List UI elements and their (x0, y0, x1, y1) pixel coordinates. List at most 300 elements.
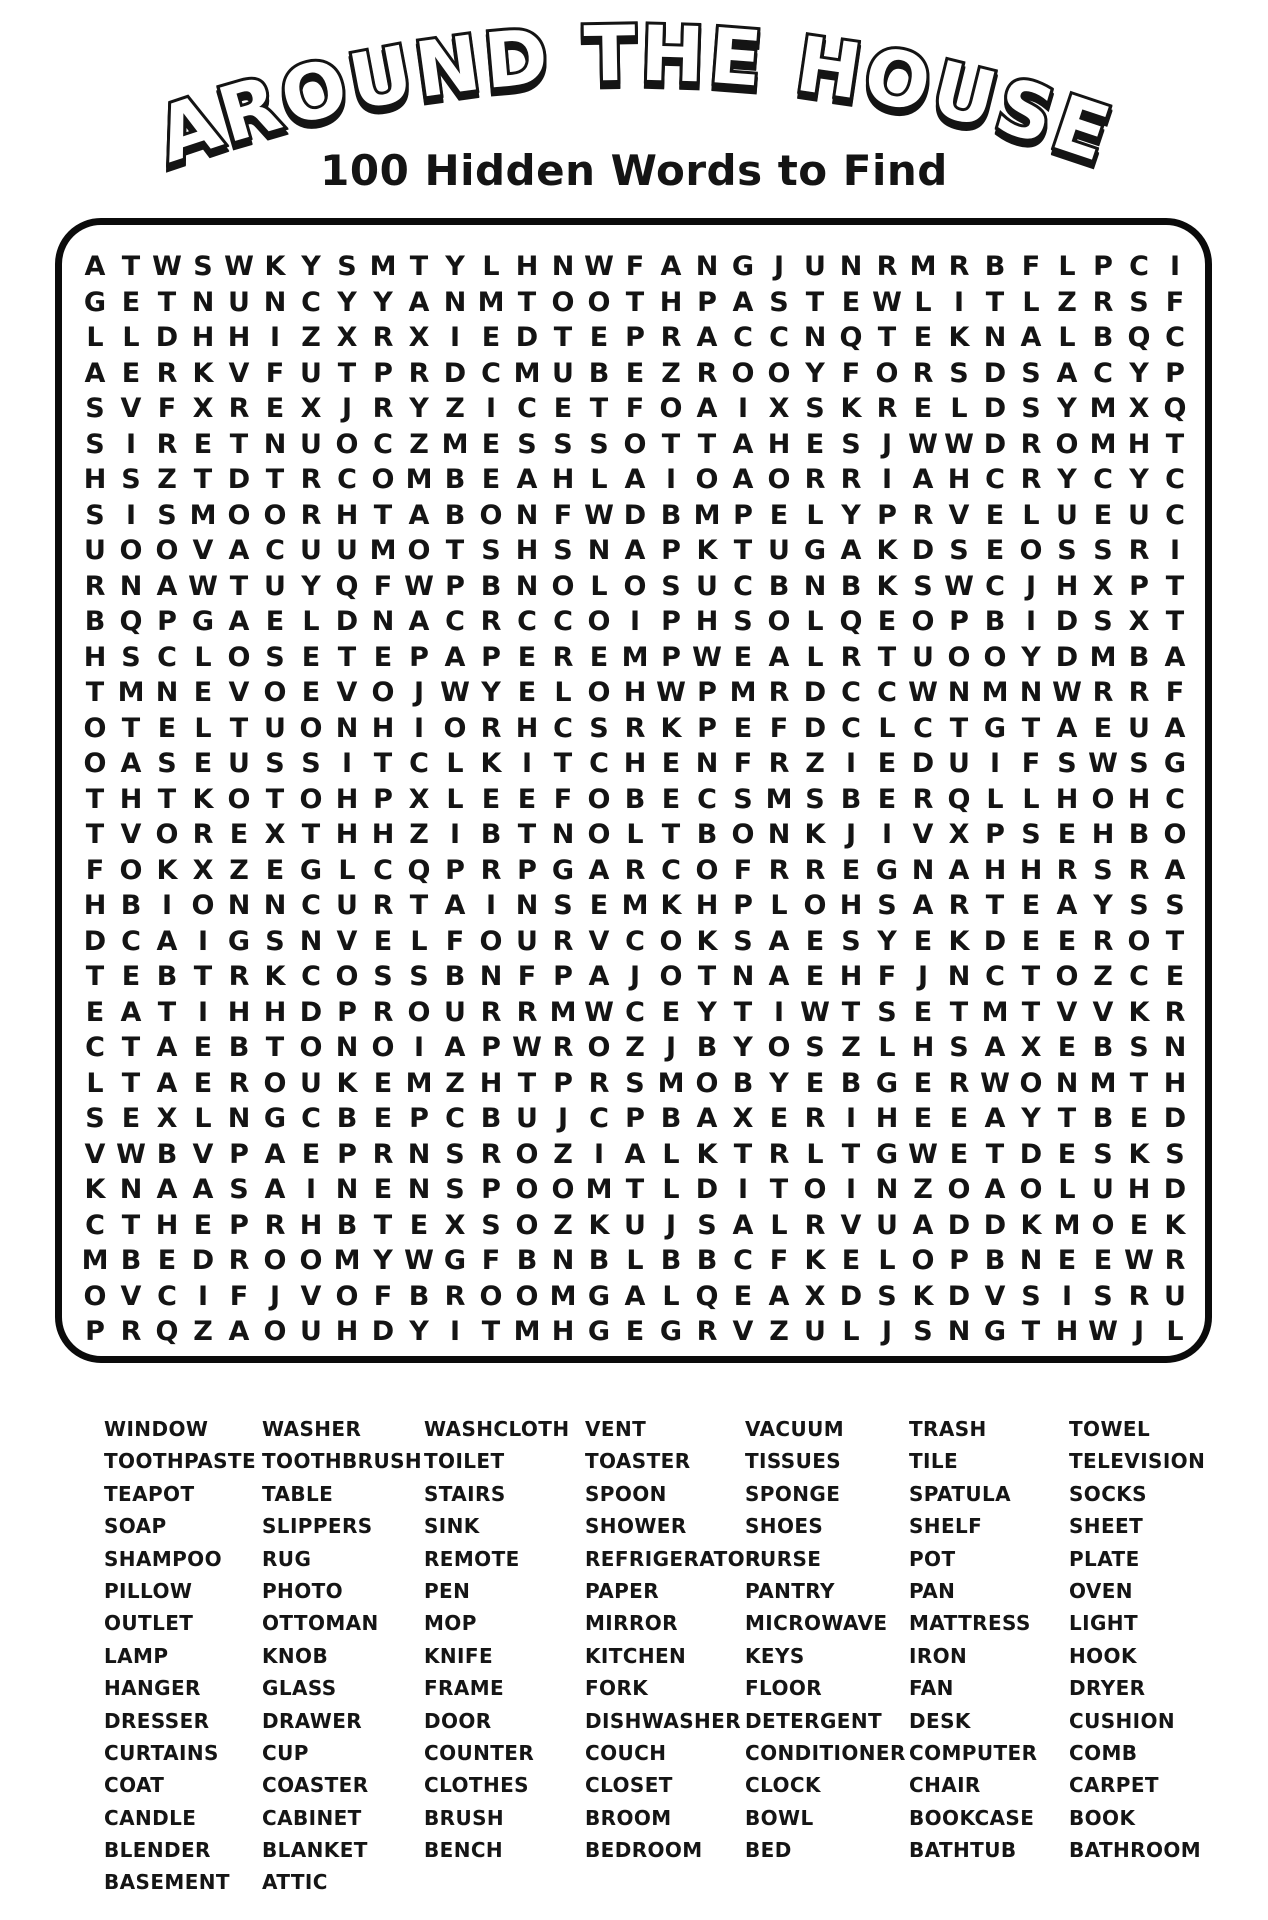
grid-letter: R (1020, 464, 1042, 496)
grid-letter: P (409, 641, 429, 673)
grid-letter: N (515, 499, 539, 531)
grid-letter: R (1128, 1280, 1150, 1312)
grid-letter: N (407, 1138, 431, 1170)
grid-letter: E (517, 783, 537, 815)
grid-letter: O (1019, 1174, 1043, 1206)
grid-letter: R (912, 783, 934, 815)
grid-letter: K (336, 1067, 358, 1099)
grid-letter: I (413, 712, 425, 744)
grid-letter: O (695, 854, 719, 886)
grid-letter: S (733, 783, 753, 815)
grid-letter: A (624, 535, 646, 567)
grid-letter: G (875, 854, 899, 886)
grid-letter: B (156, 1138, 178, 1170)
word-item: FAN (909, 1676, 954, 1701)
grid-letter: O (731, 357, 755, 389)
grid-letter: E (481, 464, 501, 496)
grid-letter: D (1163, 1174, 1187, 1206)
grid-letter: C (913, 712, 933, 744)
grid-letter: O (83, 712, 107, 744)
grid-letter: X (408, 322, 430, 354)
grid-letter: A (1020, 322, 1042, 354)
grid-letter: W (872, 286, 902, 318)
grid-letter: F (373, 570, 393, 602)
grid-letter: Y (1057, 393, 1077, 425)
word-item: SPATULA (909, 1481, 1012, 1506)
grid-letter: K (696, 1138, 718, 1170)
word-item: SLIPPERS (262, 1514, 373, 1539)
grid-letter: Z (553, 1138, 573, 1170)
grid-letter: T (1021, 1316, 1041, 1348)
grid-letter: T (481, 1316, 501, 1348)
grid-letter: V (984, 1280, 1006, 1312)
grid-letter: Y (301, 570, 321, 602)
grid-letter: L (590, 570, 608, 602)
grid-letter: C (733, 570, 753, 602)
grid-letter: O (947, 641, 971, 673)
grid-letter: W (404, 1245, 434, 1277)
grid-letter: Z (553, 1209, 573, 1241)
grid-letter: T (85, 961, 105, 993)
grid-letter: F (733, 854, 753, 886)
grid-letter: B (1092, 322, 1114, 354)
grid-letter: S (445, 1174, 465, 1206)
grid-letter: V (588, 925, 610, 957)
grid-letter: G (83, 286, 107, 318)
grid-letter: O (767, 1032, 791, 1064)
grid-letter: H (659, 286, 683, 318)
grid-letter: A (912, 890, 934, 922)
grid-letter: V (120, 393, 142, 425)
grid-letter: H (371, 712, 395, 744)
grid-letter: E (193, 677, 213, 709)
grid-letter: P (625, 1103, 645, 1135)
grid-letter: H (875, 1103, 899, 1135)
word-item: BRUSH (424, 1805, 505, 1830)
grid-letter: T (697, 428, 717, 460)
grid-letter: O (83, 748, 107, 780)
grid-letter: O (947, 1174, 971, 1206)
grid-letter: A (84, 357, 106, 389)
grid-letter: O (587, 819, 611, 851)
grid-letter: O (299, 712, 323, 744)
grid-letter: N (371, 606, 395, 638)
grid-letter: T (985, 1138, 1005, 1170)
grid-letter: E (1165, 961, 1185, 993)
grid-letter: X (1128, 393, 1150, 425)
grid-letter: M (513, 357, 541, 389)
grid-letter: S (949, 1032, 969, 1064)
grid-letter: K (264, 251, 286, 283)
grid-letter: N (947, 1316, 971, 1348)
grid-letter: N (155, 677, 179, 709)
grid-letter: E (841, 1245, 861, 1277)
word-item: TOOTHPASTE (104, 1449, 257, 1474)
word-item: IRON (909, 1643, 968, 1668)
grid-letter: M (405, 464, 433, 496)
grid-letter: P (661, 535, 681, 567)
grid-letter: E (301, 1138, 321, 1170)
grid-letter: I (845, 748, 857, 780)
grid-letter: P (877, 499, 897, 531)
grid-letter: B (444, 499, 466, 531)
word-item: COASTER (262, 1773, 369, 1798)
grid-letter: L (86, 322, 104, 354)
grid-letter: N (551, 819, 575, 851)
grid-letter: S (409, 961, 429, 993)
grid-letter: R (768, 677, 790, 709)
grid-letter: A (228, 606, 250, 638)
grid-letter: B (984, 606, 1006, 638)
grid-letter: N (443, 286, 467, 318)
word-item: COUNTER (424, 1740, 535, 1765)
grid-letter: U (228, 748, 250, 780)
grid-letter: R (1092, 286, 1114, 318)
grid-letter: M (1053, 1209, 1081, 1241)
grid-letter: N (767, 819, 791, 851)
grid-letter: N (551, 1245, 575, 1277)
grid-letter: N (407, 1174, 431, 1206)
grid-letter: U (1092, 1174, 1114, 1206)
grid-letter: Y (1021, 641, 1041, 673)
grid-letter: A (156, 1032, 178, 1064)
grid-letter: K (480, 748, 502, 780)
grid-letter: G (443, 1245, 467, 1277)
grid-letter: A (156, 1174, 178, 1206)
grid-letter: Z (229, 854, 249, 886)
word-item: CONDITIONER (745, 1740, 906, 1765)
grid-letter: R (804, 1209, 826, 1241)
grid-letter: F (157, 393, 177, 425)
grid-letter: R (1128, 854, 1150, 886)
grid-letter: T (121, 1032, 141, 1064)
grid-letter: S (301, 748, 321, 780)
grid-letter: B (588, 1245, 610, 1277)
grid-letter: U (336, 535, 358, 567)
grid-letter: X (192, 854, 214, 886)
word-item: DETERGENT (745, 1708, 883, 1733)
word-item: TELEVISION (1069, 1449, 1206, 1474)
grid-letter: L (1022, 783, 1040, 815)
grid-letter: C (445, 1103, 465, 1135)
word-item: FORK (585, 1676, 649, 1701)
grid-letter: D (83, 925, 107, 957)
grid-letter: J (413, 677, 425, 709)
grid-letter: I (629, 606, 641, 638)
grid-letter: B (84, 606, 106, 638)
grid-letter: V (228, 357, 250, 389)
grid-letter: Q (695, 1280, 719, 1312)
word-item: DESK (909, 1708, 971, 1733)
grid-letter: H (227, 322, 251, 354)
grid-letter: O (443, 712, 467, 744)
grid-letter: W (152, 251, 182, 283)
grid-letter: C (733, 1245, 753, 1277)
grid-letter: S (805, 393, 825, 425)
grid-letter: S (769, 286, 789, 318)
grid-letter: Q (1127, 322, 1151, 354)
word-item: BED (745, 1838, 792, 1863)
grid-letter: Z (769, 1316, 789, 1348)
word-item: CUP (262, 1740, 309, 1765)
grid-letter: L (446, 783, 464, 815)
grid-letter: L (194, 712, 212, 744)
grid-letter: R (552, 1032, 574, 1064)
grid-letter: P (337, 996, 357, 1028)
grid-letter: T (1129, 1067, 1149, 1099)
grid-letter: T (841, 1138, 861, 1170)
word-item: CURTAINS (104, 1740, 219, 1765)
grid-letter: A (768, 641, 790, 673)
grid-letter: L (662, 1138, 680, 1170)
grid-letter: E (1021, 890, 1041, 922)
grid-letter: B (120, 1245, 142, 1277)
grid-letter: O (263, 1316, 287, 1348)
grid-letter: V (732, 1316, 754, 1348)
grid-letter: T (409, 251, 429, 283)
grid-letter: P (553, 1067, 573, 1099)
grid-letter: S (589, 428, 609, 460)
grid-letter: F (1165, 677, 1185, 709)
grid-letter: P (697, 286, 717, 318)
grid-letter: N (911, 854, 935, 886)
grid-letter: M (369, 535, 397, 567)
grid-letter: R (948, 1067, 970, 1099)
grid-letter: S (121, 641, 141, 673)
grid-letter: G (191, 606, 215, 638)
grid-letter: P (1165, 357, 1185, 389)
grid-letter: I (665, 464, 677, 496)
word-item: REFRIGERATOR (585, 1546, 761, 1571)
grid-letter: T (985, 286, 1005, 318)
grid-letter: M (513, 1316, 541, 1348)
word-item: GLASS (262, 1676, 337, 1701)
grid-letter: E (373, 1174, 393, 1206)
grid-letter: R (84, 570, 106, 602)
grid-letter: T (157, 286, 177, 318)
grid-letter: V (912, 819, 934, 851)
grid-letter: A (768, 1280, 790, 1312)
grid-letter: V (84, 1138, 106, 1170)
word-item: TRASH (909, 1417, 987, 1441)
grid-letter: Z (805, 748, 825, 780)
word-list-column (1069, 1413, 1205, 1866)
grid-letter: R (1128, 535, 1150, 567)
grid-letter: S (733, 925, 753, 957)
grid-letter: K (696, 535, 718, 567)
grid-letter: P (949, 606, 969, 638)
grid-letter: I (125, 428, 137, 460)
grid-letter: Z (409, 428, 429, 460)
grid-letter: R (588, 1067, 610, 1099)
grid-letter: O (767, 357, 791, 389)
grid-letter: L (662, 1174, 680, 1206)
grid-letter: W (584, 251, 614, 283)
grid-letter: N (263, 286, 287, 318)
grid-letter: W (1052, 677, 1082, 709)
grid-letter: M (1089, 428, 1117, 460)
word-list-column (104, 1413, 256, 1899)
grid-letter: B (696, 819, 718, 851)
grid-letter: E (985, 499, 1005, 531)
grid-letter: R (552, 641, 574, 673)
grid-letter: C (481, 357, 501, 389)
grid-letter: T (733, 535, 753, 567)
grid-letter: D (911, 535, 935, 567)
grid-letter: O (1127, 925, 1151, 957)
grid-letter: H (299, 1209, 323, 1241)
grid-letter: F (553, 499, 573, 531)
grid-letter: E (1057, 1245, 1077, 1277)
grid-letter: T (877, 641, 897, 673)
grid-letter: D (443, 357, 467, 389)
grid-letter: N (947, 961, 971, 993)
word-item: VACUUM (745, 1417, 845, 1441)
word-item: CLOTHES (424, 1773, 529, 1798)
grid-letter: T (265, 1032, 285, 1064)
grid-letter: B (984, 1245, 1006, 1277)
grid-letter: H (515, 251, 539, 283)
grid-letter: L (914, 286, 932, 318)
grid-letter: O (119, 854, 143, 886)
grid-letter: H (515, 535, 539, 567)
grid-letter: L (878, 1032, 896, 1064)
grid-letter: P (697, 677, 717, 709)
grid-letter: E (301, 641, 321, 673)
grid-letter: Q (947, 783, 971, 815)
grid-letter: G (803, 535, 827, 567)
grid-letter: N (875, 1174, 899, 1206)
puzzle-grid-box (55, 218, 1212, 1363)
grid-letter: E (733, 641, 753, 673)
grid-letter: Y (841, 499, 861, 531)
grid-letter: F (481, 1245, 501, 1277)
grid-letter: M (1089, 393, 1117, 425)
grid-letter: E (193, 1067, 213, 1099)
grid-letter: D (983, 357, 1007, 389)
grid-letter: E (121, 961, 141, 993)
grid-letter: H (119, 783, 143, 815)
grid-letter: K (948, 322, 970, 354)
grid-letter: K (660, 890, 682, 922)
grid-letter: S (1129, 286, 1149, 318)
grid-letter: T (229, 570, 249, 602)
grid-letter: O (695, 464, 719, 496)
grid-letter: E (553, 393, 573, 425)
word-item: DRESSER (104, 1708, 210, 1733)
grid-letter: N (119, 1174, 143, 1206)
grid-letter: B (840, 783, 862, 815)
grid-letter: S (85, 1103, 105, 1135)
grid-letter: W (440, 677, 470, 709)
grid-letter: M (981, 677, 1009, 709)
grid-letter: P (445, 854, 465, 886)
grid-letter: T (1165, 428, 1185, 460)
grid-letter: O (767, 464, 791, 496)
grid-letter: E (805, 961, 825, 993)
grid-letter: E (517, 677, 537, 709)
grid-letter: O (659, 925, 683, 957)
grid-letter: S (1165, 1138, 1185, 1170)
grid-letter: N (227, 1103, 251, 1135)
grid-letter: D (947, 1280, 971, 1312)
grid-letter: H (227, 996, 251, 1028)
grid-letter: O (407, 996, 431, 1028)
grid-letter: R (264, 1209, 286, 1241)
grid-letter: P (157, 606, 177, 638)
grid-letter: P (1129, 570, 1149, 602)
grid-letter: E (877, 783, 897, 815)
grid-letter: E (733, 1280, 753, 1312)
grid-letter: D (911, 748, 935, 780)
grid-letter: A (444, 641, 466, 673)
grid-letter: R (1128, 677, 1150, 709)
grid-letter: F (1021, 251, 1041, 283)
grid-letter: I (305, 1174, 317, 1206)
grid-letter: N (515, 570, 539, 602)
grid-letter: D (983, 393, 1007, 425)
grid-letter: A (408, 499, 430, 531)
grid-letter: R (1020, 428, 1042, 460)
grid-letter: H (839, 961, 863, 993)
grid-letter: W (800, 996, 830, 1028)
grid-letter: T (85, 677, 105, 709)
word-item: POT (909, 1546, 956, 1571)
grid-letter: T (949, 996, 969, 1028)
grid-letter: D (947, 1209, 971, 1241)
grid-letter: E (373, 1103, 393, 1135)
grid-letter: R (1092, 925, 1114, 957)
grid-letter: T (877, 322, 897, 354)
word-item: CANDLE (104, 1805, 197, 1830)
grid-letter: K (192, 357, 214, 389)
grid-letter: O (551, 1174, 575, 1206)
grid-letter: O (623, 428, 647, 460)
grid-letter: U (1128, 499, 1150, 531)
grid-letter: B (1128, 819, 1150, 851)
grid-letter: K (840, 393, 862, 425)
grid-letter: U (516, 1103, 538, 1135)
word-item: COAT (104, 1773, 165, 1798)
grid-letter: A (588, 854, 610, 886)
grid-letter: E (949, 1103, 969, 1135)
grid-letter: C (985, 464, 1005, 496)
grid-letter: H (551, 464, 575, 496)
grid-letter: U (552, 357, 574, 389)
grid-letter: R (948, 251, 970, 283)
grid-letter: F (877, 961, 897, 993)
grid-letter: N (587, 535, 611, 567)
grid-letter: P (661, 606, 681, 638)
grid-letter: E (121, 1103, 141, 1135)
grid-letter: B (120, 890, 142, 922)
grid-letter: U (624, 1209, 646, 1241)
grid-letter: T (121, 251, 141, 283)
grid-letter: T (553, 748, 573, 780)
grid-letter: N (119, 570, 143, 602)
grid-letter: F (445, 925, 465, 957)
grid-letter: S (1129, 1032, 1149, 1064)
grid-letter: E (661, 748, 681, 780)
grid-letter: V (336, 677, 358, 709)
grid-letter: S (157, 748, 177, 780)
grid-letter: S (553, 890, 573, 922)
word-item: TOWEL (1069, 1417, 1151, 1441)
grid-letter: P (409, 1103, 429, 1135)
grid-letter: R (444, 1280, 466, 1312)
grid-letter: T (1165, 570, 1185, 602)
grid-letter: I (1169, 535, 1181, 567)
